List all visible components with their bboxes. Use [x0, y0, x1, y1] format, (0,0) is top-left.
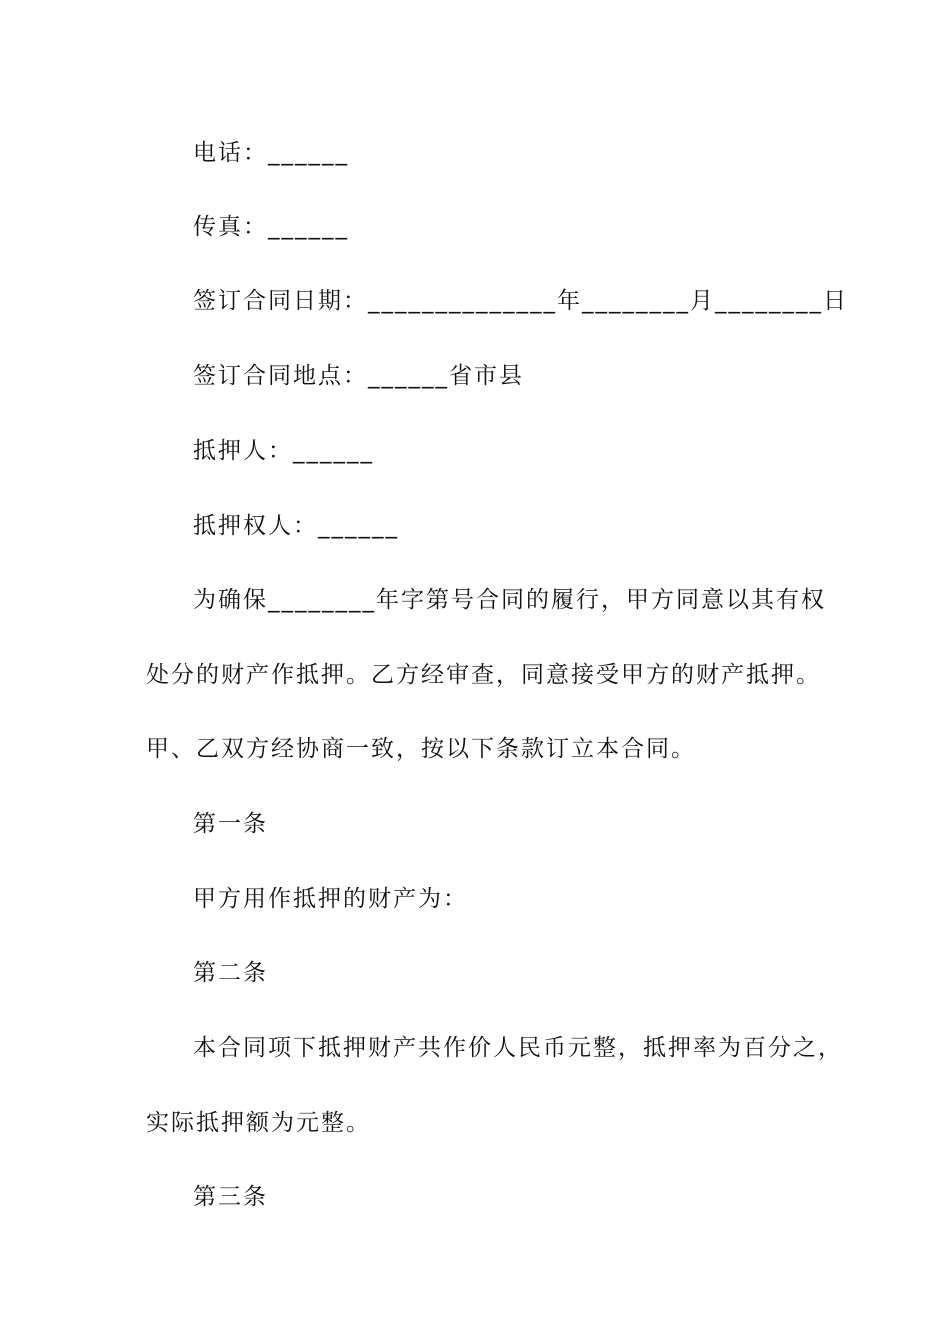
paragraph-line: 甲方用作抵押的财产为： — [193, 886, 468, 912]
fax-line: 传真：______ — [193, 214, 349, 240]
article-heading: 第二条 — [193, 960, 268, 986]
mortgagee-line: 抵押权人：______ — [193, 513, 399, 539]
mortgagor-line: 抵押人：______ — [193, 438, 374, 464]
paragraph-line: 处分的财产作抵押。乙方经审查，同意接受甲方的财产抵押。 — [146, 662, 821, 688]
paragraph-line: 为确保________年字第号合同的履行，甲方同意以其有权 — [193, 587, 826, 613]
article-heading: 第三条 — [193, 1184, 268, 1210]
paragraph-line: 甲、乙双方经协商一致，按以下条款订立本合同。 — [146, 736, 696, 762]
paragraph-line: 本合同项下抵押财产共作价人民币元整，抵押率为百分之， — [193, 1035, 843, 1061]
article-heading: 第一条 — [193, 811, 268, 837]
signing-place-line: 签订合同地点：______省市县 — [193, 363, 524, 389]
signing-date-line: 签订合同日期：______________年________月________日 — [193, 288, 848, 314]
phone-line: 电话：______ — [193, 140, 349, 166]
paragraph-line: 实际抵押额为元整。 — [146, 1110, 371, 1136]
